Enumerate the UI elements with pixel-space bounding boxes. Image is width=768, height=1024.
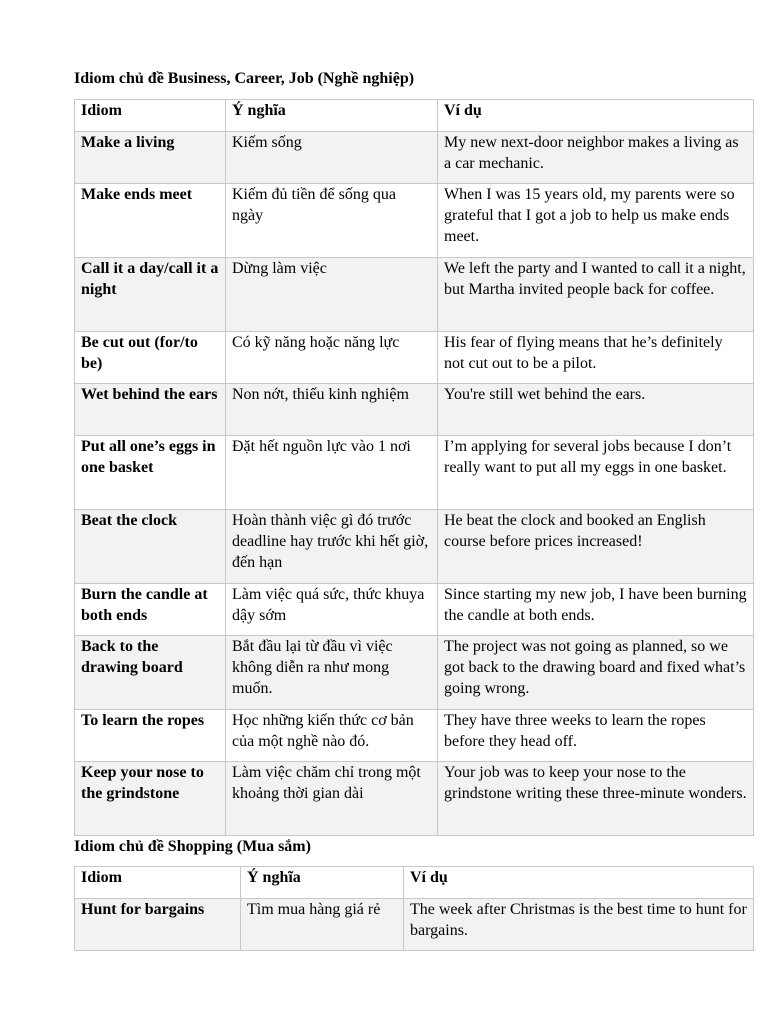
- idiom-cell: Make ends meet: [75, 184, 226, 258]
- meaning-cell: Non nớt, thiếu kinh nghiệm: [226, 384, 438, 436]
- example-cell: Since starting my new job, I have been burning the candle at both ends.: [438, 584, 754, 636]
- meaning-cell: Học những kiến thức cơ bản của một nghề nào đó.: [226, 710, 438, 762]
- example-cell: We left the party and I wanted to call it a night, but Martha invited people back for coffee.: [438, 258, 754, 332]
- header-example: Ví dụ: [404, 867, 754, 899]
- example-cell: When I was 15 years old, my parents were so grateful that I got a job to help us make ends meet.: [438, 184, 754, 258]
- meaning-cell: Kiếm sống: [226, 132, 438, 184]
- meaning-cell: Đặt hết nguồn lực vào 1 nơi: [226, 436, 438, 510]
- idiom-cell: Be cut out (for/to be): [75, 332, 226, 384]
- header-idiom: Idiom: [75, 867, 241, 899]
- meaning-cell: Làm việc chăm chỉ trong một khoảng thời gian dài: [226, 762, 438, 836]
- table-row: [75, 584, 754, 636]
- idiom-cell: To learn the ropes: [75, 710, 226, 762]
- business-idiom-table: [74, 99, 754, 836]
- example-cell: He beat the clock and booked an English course before prices increased!: [438, 510, 754, 584]
- header-meaning: Ý nghĩa: [241, 867, 404, 899]
- meaning-cell: Bắt đầu lại từ đầu vì việc không diễn ra như mong muốn.: [226, 636, 438, 710]
- meaning-cell: Hoàn thành việc gì đó trước deadline hay trước khi hết giờ, đến hạn: [226, 510, 438, 584]
- meaning-cell: Có kỹ năng hoặc năng lực: [226, 332, 438, 384]
- idiom-cell: Keep your nose to the grindstone: [75, 762, 226, 836]
- section-title-business: Idiom chủ đề Business, Career, Job (Nghề nghiệp): [74, 70, 415, 87]
- table-row: [75, 636, 754, 710]
- idiom-cell: Make a living: [75, 132, 226, 184]
- example-cell: They have three weeks to learn the ropes before they head off.: [438, 710, 754, 762]
- example-cell: The project was not going as planned, so we got back to the drawing board and fixed what’s going wrong.: [438, 636, 754, 710]
- example-cell: You're still wet behind the ears.: [438, 384, 754, 436]
- table-row: [75, 132, 754, 184]
- section-title-shopping: Idiom chủ đề Shopping (Mua sắm): [74, 838, 311, 855]
- table-row: [75, 436, 754, 510]
- table-row: [75, 762, 754, 836]
- meaning-cell: Kiếm đủ tiền để sống qua ngày: [226, 184, 438, 258]
- table-header-row: [75, 100, 754, 132]
- table-row: [75, 710, 754, 762]
- table-row: [75, 510, 754, 584]
- meaning-cell: Tìm mua hàng giá rẻ: [241, 899, 404, 951]
- example-cell: Your job was to keep your nose to the grindstone writing these three-minute wonders.: [438, 762, 754, 836]
- meaning-cell: Dừng làm việc: [226, 258, 438, 332]
- header-example: Ví dụ: [438, 100, 754, 132]
- example-cell: His fear of flying means that he’s definitely not cut out to be a pilot.: [438, 332, 754, 384]
- idiom-cell: Call it a day/call it a night: [75, 258, 226, 332]
- idiom-cell: Back to the drawing board: [75, 636, 226, 710]
- header-meaning: Ý nghĩa: [226, 100, 438, 132]
- meaning-cell: Làm việc quá sức, thức khuya dậy sớm: [226, 584, 438, 636]
- table-row: [75, 184, 754, 258]
- idiom-cell: Hunt for bargains: [75, 899, 241, 951]
- idiom-cell: Put all one’s eggs in one basket: [75, 436, 226, 510]
- table-row: [75, 332, 754, 384]
- table-header-row: [75, 867, 754, 899]
- idiom-cell: Wet behind the ears: [75, 384, 226, 436]
- table-row: [75, 258, 754, 332]
- idiom-cell: Burn the candle at both ends: [75, 584, 226, 636]
- shopping-idiom-table: [74, 866, 754, 951]
- table-row: [75, 384, 754, 436]
- table-row: [75, 899, 754, 951]
- idiom-cell: Beat the clock: [75, 510, 226, 584]
- example-cell: My new next-door neighbor makes a living as a car mechanic.: [438, 132, 754, 184]
- header-idiom: Idiom: [75, 100, 226, 132]
- example-cell: I’m applying for several jobs because I don’t really want to put all my eggs in one basket.: [438, 436, 754, 510]
- example-cell: The week after Christmas is the best time to hunt for bargains.: [404, 899, 754, 951]
